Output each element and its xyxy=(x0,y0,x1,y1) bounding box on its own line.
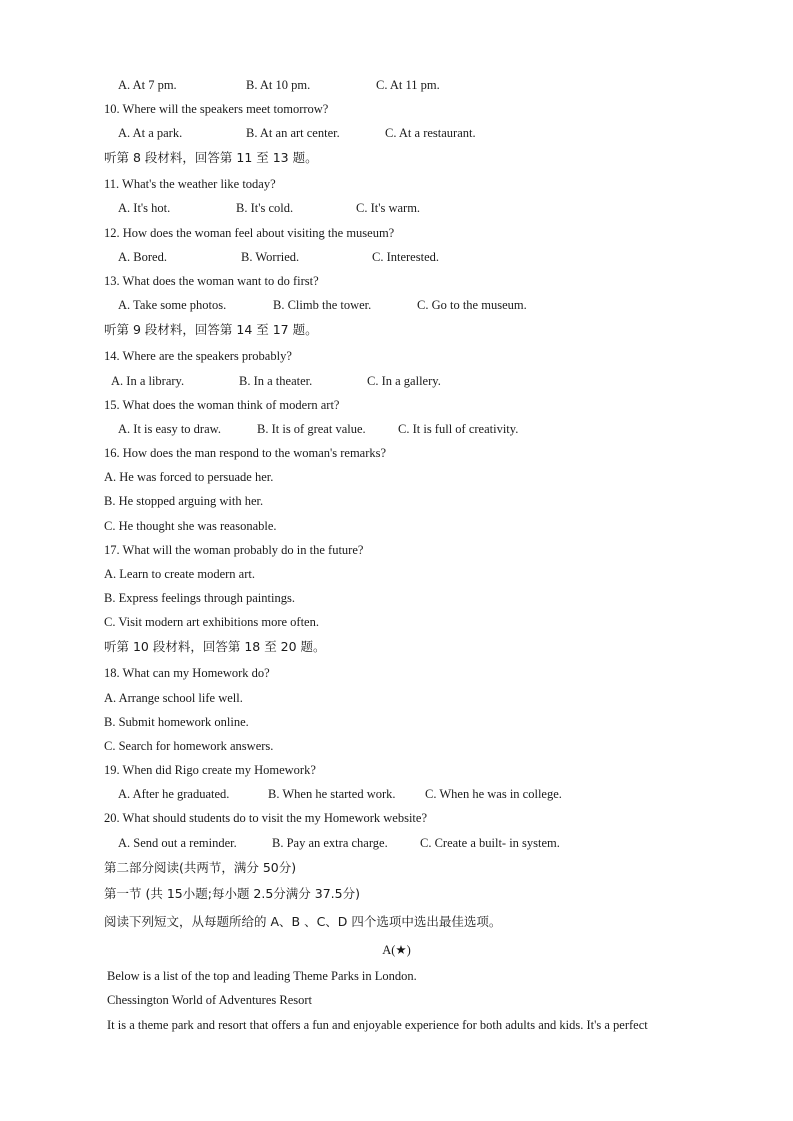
answer-option: B. Climb the tower. xyxy=(273,298,372,312)
answer-option: A. Bored. xyxy=(118,250,167,264)
question-line: 17. What will the woman probably do in the future? xyxy=(104,543,364,557)
answer-option: B. It is of great value. xyxy=(257,422,366,436)
question-line: 14. Where are the speakers probably? xyxy=(104,349,292,363)
question-line: C. He thought she was reasonable. xyxy=(104,519,277,533)
answer-option: B. It's cold. xyxy=(236,201,294,215)
question-line: A. He was forced to persuade her. xyxy=(104,470,274,484)
question-line: A. Arrange school life well. xyxy=(104,691,243,705)
question-line: 20. What should students do to visit the my Homework website? xyxy=(104,811,427,825)
passage-title: A(★) xyxy=(382,943,411,957)
answer-option: C. It's warm. xyxy=(356,201,421,215)
answer-option: C. Go to the museum. xyxy=(417,298,527,312)
answer-option: A. After he graduated. xyxy=(118,787,230,801)
answer-option: B. In a theater. xyxy=(239,374,313,388)
question-line: B. Submit homework online. xyxy=(104,715,249,729)
answer-option: A. It's hot. xyxy=(118,201,171,215)
answer-option: A. At 7 pm. xyxy=(118,78,177,92)
passage-text: Below is a list of the top and leading Theme Parks in London. xyxy=(107,969,417,983)
question-line: 10. Where will the speakers meet tomorrow? xyxy=(104,102,329,116)
section-instruction: 阅读下列短文，从每题所给的 A、B 、C、D 四个选项中选出最佳选项。 xyxy=(104,914,502,929)
answer-option: C. Interested. xyxy=(372,250,439,264)
answer-option: C. At a restaurant. xyxy=(385,126,476,140)
question-line: A. Learn to create modern art. xyxy=(104,567,255,581)
answer-option: A. In a library. xyxy=(111,374,185,388)
question-line: 18. What can my Homework do? xyxy=(104,666,270,680)
section-instruction: 听第 9 段材料，回答第 14 至 17 题。 xyxy=(104,322,318,337)
answer-option: C. In a gallery. xyxy=(367,374,441,388)
question-line: 15. What does the woman think of modern art? xyxy=(104,398,340,412)
answer-option: B. At 10 pm. xyxy=(246,78,311,92)
answer-option: A. It is easy to draw. xyxy=(118,422,221,436)
question-line: 11. What's the weather like today? xyxy=(104,177,276,191)
answer-option: B. Pay an extra charge. xyxy=(272,836,388,850)
question-line: 19. When did Rigo create my Homework? xyxy=(104,763,316,777)
question-line: 16. How does the man respond to the woman's remarks? xyxy=(104,446,387,460)
answer-option: C. At 11 pm. xyxy=(376,78,440,92)
answer-option: A. Take some photos. xyxy=(118,298,227,312)
answer-option: C. When he was in college. xyxy=(425,787,562,801)
section-instruction: 第二部分阅读(共两节，满分 50分) xyxy=(104,860,297,875)
section-instruction: 听第 8 段材料，回答第 11 至 13 题。 xyxy=(104,150,318,165)
answer-option: B. When he started work. xyxy=(268,787,396,801)
answer-option: B. At an art center. xyxy=(246,126,340,140)
question-line: B. Express feelings through paintings. xyxy=(104,591,295,605)
question-line: C. Search for homework answers. xyxy=(104,739,274,753)
passage-text: Chessington World of Adventures Resort xyxy=(107,993,312,1007)
answer-option: C. It is full of creativity. xyxy=(398,422,519,436)
question-line: B. He stopped arguing with her. xyxy=(104,494,264,508)
question-line: 13. What does the woman want to do first? xyxy=(104,274,319,288)
question-line: C. Visit modern art exhibitions more often. xyxy=(104,615,319,629)
answer-option: A. At a park. xyxy=(118,126,183,140)
section-instruction: 听第 10 段材料，回答第 18 至 20 题。 xyxy=(104,639,326,654)
answer-option: C. Create a built- in system. xyxy=(420,836,560,850)
section-instruction: 第一节 (共 15小题;每小题 2.5分满分 37.5分) xyxy=(104,886,360,901)
answer-option: B. Worried. xyxy=(241,250,300,264)
question-line: 12. How does the woman feel about visiting the museum? xyxy=(104,226,395,240)
answer-option: A. Send out a reminder. xyxy=(118,836,237,850)
passage-text: It is a theme park and resort that offers a fun and enjoyable experience for both adults and kids. It's a perfect xyxy=(107,1018,648,1032)
